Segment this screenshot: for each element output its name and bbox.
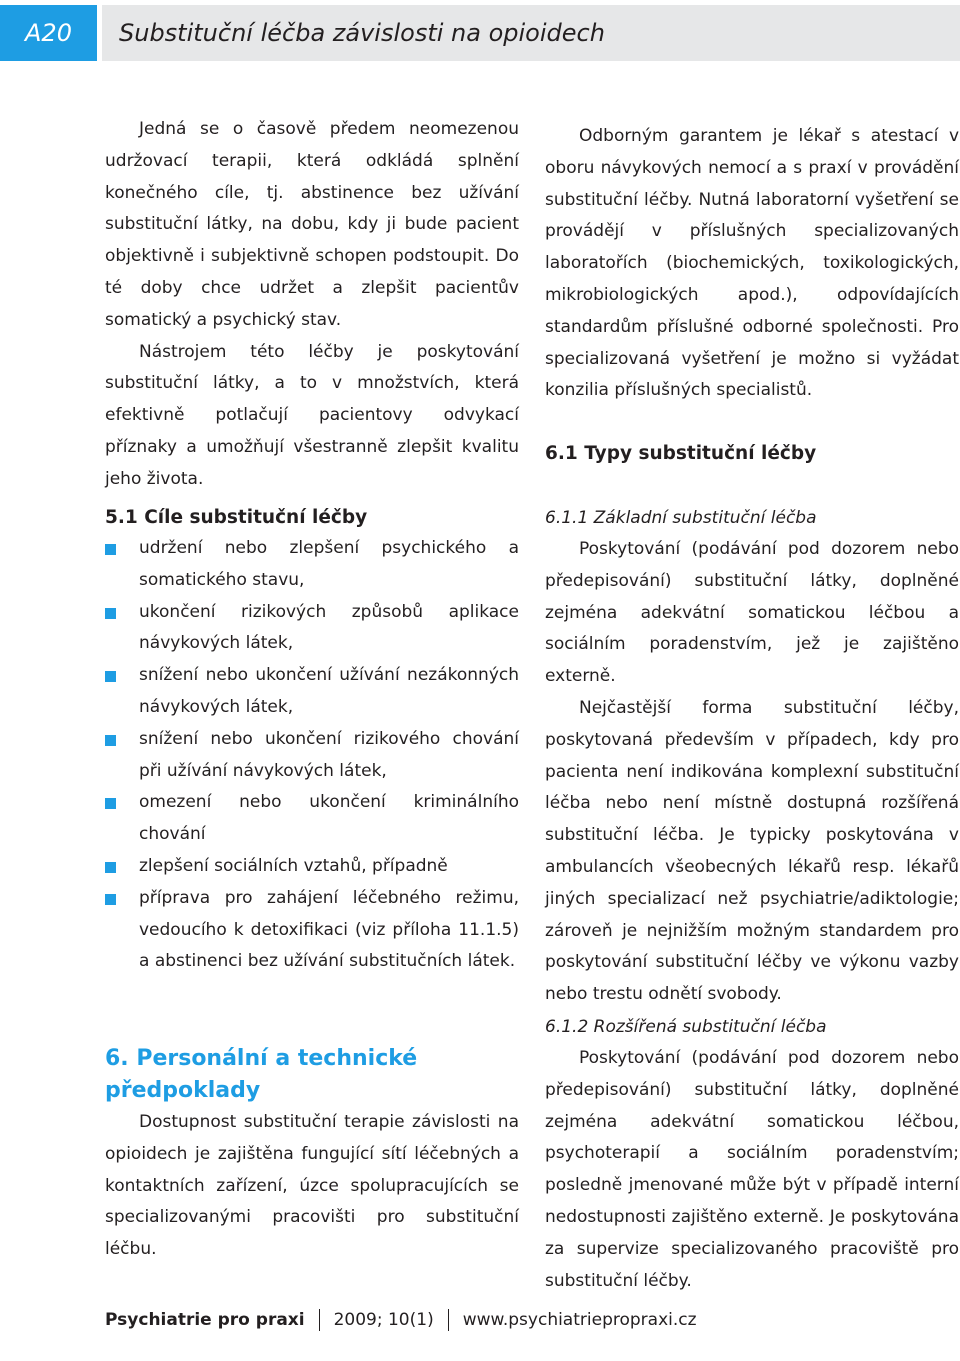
list-item: udržení nebo zlepšení psychického a somatického stavu,: [105, 533, 519, 597]
list-item: zlepšení sociálních vztahů, případně: [105, 851, 519, 883]
square-bullet-icon: [105, 671, 116, 682]
intro-paragraph-2: Nástrojem této léčby je poskytování substituční látky, a to v množstvích, která efektivně potlačují pacientovy odvykací příznaky a umožňují všestranně zlepšit kvalitu jeho života.: [105, 341, 519, 489]
extended-heading: 6.1.2 Rozšířená substituční léčba: [545, 1017, 827, 1037]
intro-paragraph-1: Jedná se o časově předem neomezenou udržovací terapii, která odkládá splnění konečného cíle, tj. abstinence bez užívání substituční látky, na dobu, kdy ji bude pacient objektivně i subjektivně schopen podstoupit. Do té doby chce udržet a zlepšit pacientův somatický a psychický stav.: [105, 119, 519, 330]
square-bullet-icon: [105, 544, 116, 555]
chapter-label: A20: [0, 5, 97, 61]
basic-heading: 6.1.1 Základní substituční léčba: [545, 508, 817, 528]
right-column-top: [545, 121, 959, 407]
list-item: ukončení rizikových způsobů aplikace návykových látek,: [105, 597, 519, 661]
basic-paragraph-1: Poskytování (podávání pod dozorem nebo předepisování) substituční látky, doplněné zejména adekvátní somatickou léčbou a sociálním poradenstvím, jež je zajištěno externě.: [545, 539, 959, 687]
square-bullet-icon: [105, 798, 116, 809]
goals-list: [105, 533, 519, 978]
square-bullet-icon: [105, 608, 116, 619]
basic-section: [545, 503, 959, 1011]
list-item: snížení nebo ukončení užívání nezákonných návykových látek,: [105, 660, 519, 724]
journal-url[interactable]: www.psychiatriepropraxi.cz: [462, 1310, 697, 1330]
list-item: omezení nebo ukončení kriminálního chování: [105, 787, 519, 851]
section-6: [105, 1043, 519, 1266]
journal-name: Psychiatrie pro praxi: [105, 1310, 305, 1330]
section-6-heading: 6. Personální a technické předpoklady: [105, 1046, 418, 1103]
goals-heading: 5.1 Cíle substituční léčby: [105, 507, 368, 528]
left-column: [105, 114, 519, 496]
types-section: [545, 438, 959, 469]
basic-paragraph-2: Nejčastější forma substituční léčby, poskytovaná především v případech, kdy pro pacienta není indikována komplexní substituční léčba nebo není místně dostupná rozšířená substituční léčba. Je typicky poskytována v ambulancích všeobecných lékařů resp. lékařů jiných specializací než psychiatrie/adiktologie; zároveň je nejnižším možným standardem pro poskytování substituční léčby ve výkonu vazby nebo trestu odnětí svobody.: [545, 697, 959, 1005]
list-item: snížení nebo ukončení rizikového chování při užívání návykových látek,: [105, 724, 519, 788]
journal-issue: 2009; 10(1): [333, 1310, 434, 1330]
extended-paragraph: Poskytování (podávání pod dozorem nebo předepisování) substituční látky, doplněné zejména adekvátní somatickou léčbou, psychoterapií a sociálním poradenstvím; posledně jmenované může být v případě interní nedostupnosti zajištěno externě. Je poskytována za supervize specializovaného pracoviště pro substituční léčby.: [545, 1048, 959, 1291]
square-bullet-icon: [105, 894, 116, 905]
types-heading: 6.1 Typy substituční léčby: [545, 443, 817, 464]
extended-section: [545, 1012, 959, 1297]
footer-divider: [448, 1309, 449, 1331]
square-bullet-icon: [105, 735, 116, 746]
footer-divider: [319, 1309, 320, 1331]
square-bullet-icon: [105, 862, 116, 873]
list-item: příprava pro zahájení léčebného režimu, vedoucího k detoxifikaci (viz příloha 11.1.5) a abstinenci bez užívání substitučních látek.: [105, 883, 519, 978]
guarantor-paragraph: Odborným garantem je lékař s atestací v oboru návykových nemocí a s praxí v provádění substituční léčby. Nutná laboratorní vyšetření se provádějí v příslušných specializovaných laboratořích (biochemických, toxikologických, mikrobiologických apod.), odpovídajících standardům příslušné odborné společnosti. Pro specializovaná vyšetření je možno si vyžádat konzilia příslušných specialistů.: [545, 126, 959, 401]
page-footer: [105, 1306, 697, 1334]
goals-section: [105, 502, 519, 978]
section-6-paragraph: Dostupnost substituční terapie závislosti na opioidech je zajištěna fungující sítí léčebných a kontaktních zařízení, úzce spolupracujících se specializovanými pracovišti pro substituční léčbu.: [105, 1112, 519, 1260]
page-title: Substituční léčba závislosti na opioidech: [102, 5, 960, 61]
